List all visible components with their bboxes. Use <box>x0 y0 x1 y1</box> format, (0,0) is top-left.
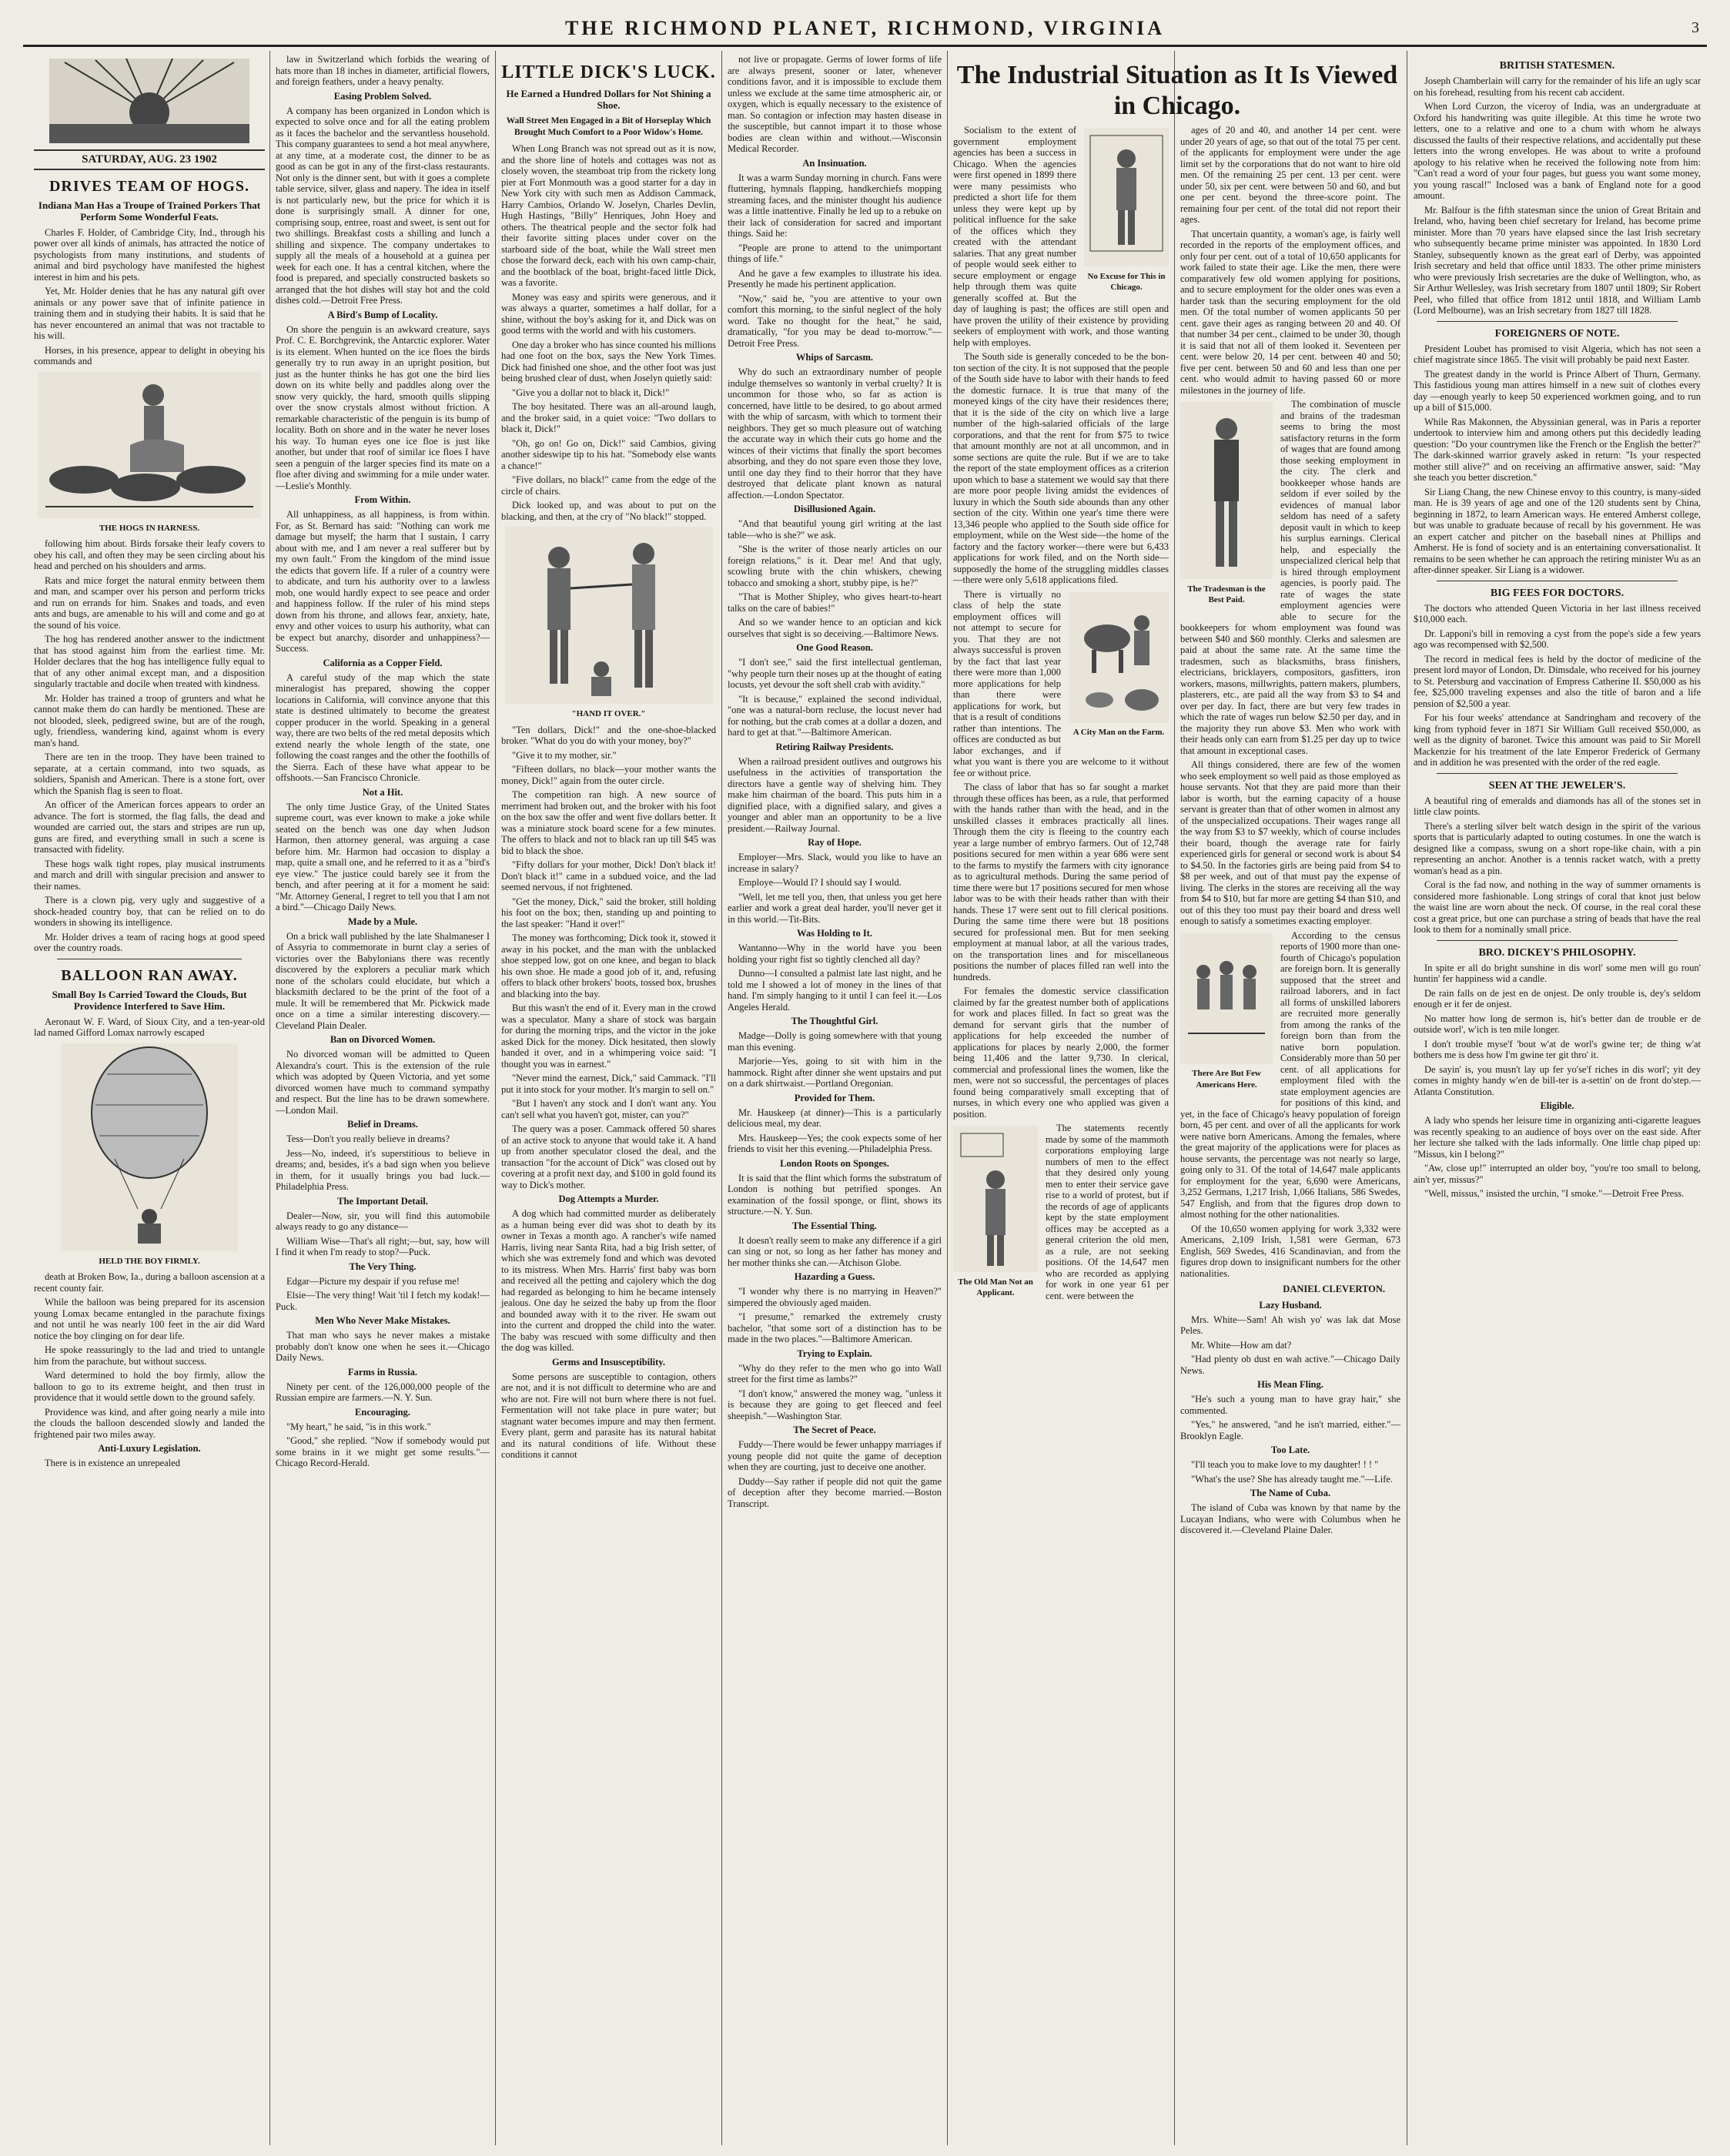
column-rule <box>1174 51 1175 2145</box>
paragraph: Marjorie—Yes, going to sit with him in the hammock. Right after dinner she went upstairs and put on a dark shirtwaist.—Portland Oregonian. <box>728 1056 942 1089</box>
paragraph: It is said that the flint which forms the substratum of London is nothing but petrified sponges. An examination of the fossil sponge, or flint, shows its structure.—N. Y. Sun. <box>728 1172 942 1217</box>
paragraph: Rats and mice forget the natural enmity between them and man, and scamper over his person and perform tricks and run on errands for him. Snakes and toads, and even ants and bugs, are amenable to his will and come and go at the sound of his voice. <box>34 574 265 631</box>
paragraph: And he gave a few examples to illustrate his idea. Presently he made his pertinent application. <box>728 267 942 290</box>
paragraph: A lady who spends her leisure time in organizing anti-cigarette leagues was recently speaking to an audience of boys over on the east side. After her lecture she talked with the lads informally. One little chap piped up: "Missus, kin I belong?" <box>1414 1115 1701 1160</box>
paragraph: Horses, in his presence, appear to delight in obeying his commands and <box>34 344 265 367</box>
column-1 <box>29 54 269 2141</box>
paragraph: "Give you a dollar not to black it, Dick!" <box>512 387 670 398</box>
section-heading: Dog Attempts a Murder. <box>558 1194 659 1204</box>
paragraph: These hogs walk tight ropes, play musical instruments and march and drill with singular precision and answer to their names. <box>34 858 265 892</box>
headline: FOREIGNERS OF NOTE. <box>1494 327 1620 340</box>
column-rule <box>495 51 496 2145</box>
paragraph: The only time Justice Gray, of the United States supreme court, was ever known to make a joke while seated on the bench was one day when Judson Harmon, then attorney general, was arguing a case before him. Mr. Harmon had occasion to display a map, quite a small one, and he referred to it as a "bird's eye view." The justice could barely see it from the bench, and after peering at it for a moment he said: "Mr. Attorney General, I regret to tell you that I am not a bird."—Chicago Daily News. <box>276 801 490 912</box>
paragraph: ages of 20 and 40, and another 14 per cent. were under 20 years of age, so that out of the total 75 per cent. of the applicants for employment were under the age limit set by the corporations that do not want to hire old men. Of the remaining 25 per cent. 13 per cent. were under 50, six per cent. were between 50 and 60, and but one per cent. beyond the three-score point. The remaining four per cent. of the total did not report their ages. <box>1180 125 1400 225</box>
paragraph: "Had plenty ob dust en wah active."—Chicago Daily News. <box>1180 1354 1400 1376</box>
paragraph: All unhappiness, as all happiness, is from within. For, as St. Bernard has said: "Nothing can work me damage but myself; the harm that I sustain, I carry about with me, and I am never a real sufferer but by my own fault." From the kingdom of the mind issue the edicts that govern life. If a ruler of a country were to abdicate, and turn his authority over to a lawless mob, one would hardly expect to see peace and order and happiness follow. If the ruler of his mind steps down from his throne, and allows fear, anxiety, hate, envy and other voices to usurp his authority, what can be expect but anarchy, disorder and unhappiness?—Success. <box>276 509 490 654</box>
hand-it-over-illustration <box>505 527 713 704</box>
paragraph: "People are prone to attend to the unimportant things of life." <box>728 242 942 264</box>
column-7 <box>1409 54 1705 2141</box>
paragraph: For females the domestic service classification claimed by far the greatest number both of applications for work and places filled. In fact so great was the demand for servant girls that the number of applications for help exceeded the number of applications for places by nearly 2,000, the former being 11,406 and the latter 9,730. In clerical, commercial and professional lines the women, like the men, were not so successful, the percentages of places found being comparatively small excepting that of nurses, in which every one who applied was given a position. <box>953 986 1169 1120</box>
paragraph: death at Broken Bow, Ia., during a balloon ascension at a recent county fair. <box>34 1271 265 1294</box>
illustration-inset <box>1084 128 1169 298</box>
paragraph: "I presume," remarked the extremely crusty bachelor, "that some sort of a distinction has to be made in the two places."—Baltimore American. <box>728 1311 942 1344</box>
paragraph: "And that beautiful young girl writing at the last table—who is she?" we ask. <box>728 518 942 541</box>
paragraph: Mr. Hauskeep (at dinner)—This is a particularly delicious meal, my dear. <box>728 1106 942 1129</box>
paragraph: Ninety per cent. of the 126,000,000 people of the Russian empire are farmers.—N. Y. Sun. <box>276 1381 490 1403</box>
illustration-inset <box>1069 592 1169 743</box>
illustration-caption: "HAND IT OVER." <box>571 709 646 718</box>
divider <box>1437 773 1678 774</box>
paragraph: The record in medical fees is held by the doctor of medicine of the present lord mayor of London, Dr. Dimsdale, who received for his journey to St. Petersburg and vaccination of Empress Catherine II. $50,000 as his fee, $25,000 traveling expenses and also the title of baron and a life pension of $2,500 a year. <box>1414 653 1701 709</box>
paragraph: "She is the writer of those nearly articles on our foreign relations," is it. Dear me! And that ugly, scowling brute with the chin whiskers, chewing tobacco and smoking a short, stubby pipe, is he?" <box>728 544 942 588</box>
paragraph: While Ras Makonnen, the Abyssinian general, was in Paris a reporter undertook to interview him and among others put this decidedly leading question: "Do your countrymen like the French or the English the better?" The dark-skinned warrior gravely asked in return: "Is your respected mother still alive?" and on receiving an affirmative answer, said: "May she teach you better discretion." <box>1414 416 1701 483</box>
section-heading: Anti-Luxury Legislation. <box>98 1443 201 1454</box>
paragraph: "Fifteen dollars, no black—your mother wants the money, Dick!" again from the outer circle. <box>501 764 716 786</box>
illustration-caption: No Excuse for This in Chicago. <box>1087 271 1166 292</box>
paragraph: The competition ran high. A new source of merriment had broken out, and the broker with his foot on the box saw the offer and went five dollars better. It was a miniature stock board scene for a few minutes. The offers to black and not to black ran up till $45 was bid to black the shoe. <box>501 789 716 856</box>
paragraph: "I'll teach you to make love to my daughter! ! ! " <box>1191 1459 1379 1470</box>
paragraph: The boy hesitated. There was an all-around laugh, and the broker said, in a quiet voice: "Two dollars to black it, Dick!" <box>501 401 716 434</box>
subheadline: He Earned a Hundred Dollars for Not Shining a Shoe. <box>506 88 711 111</box>
section-heading: California as a Copper Field. <box>323 657 443 668</box>
paragraph: "Now," said he, "you are attentive to your own comfort this morning, to the sinful neglect of the holy word. Take no thought for the heat," he said, dramatically, "for you may be dead to-morrow."—Detroit Free Press. <box>728 293 942 349</box>
paragraph: Mr. White—How am dat? <box>1191 1339 1292 1351</box>
paragraph: The hog has rendered another answer to the indictment that has stood against him from the earliest time. Mr. Holder declares that the hog has intelligence fully equal to that of any other animal except man, and a disposition singularly tractable and docile when treated with kindness. <box>34 634 265 689</box>
paragraph: Mrs. Hauskeep—Yes; the cook expects some of her friends to visit her this evening.—Philadelphia Press. <box>728 1132 942 1154</box>
section-heading: The Important Detail. <box>337 1195 428 1207</box>
old-man-illustration <box>953 1126 1038 1272</box>
no-excuse-illustration <box>1084 128 1169 266</box>
paragraph: The South side is generally conceded to be the bon-ton section of the city. It is not supposed that the people of the South side have to labor with their hands to feed the domestic furnace. It is true that many of the moneyed kings of the city have their residences there; that it is the side of the city on which live a large number of the high-salaried officials of the large corporations, and that the rent for from $75 to twice that amount monthly are not at all uncommon, and in some sections are quite the rule. But if we are to take the report of the state employment offices as a criterion upon which to base a statement we would say that there are more poor people living amidst the evidences of luxury in which the South side abounds than any other section of the city. Within one year's time there were 13,346 people who applied to the South side office for employment, while on the West side—the home of the factory and the factory worker—there were but 6,433 applications for work filed, and on the North side—supposedly the home of the struggling middles classes—there were only 5,618 applications filed. <box>953 351 1169 585</box>
paragraph: "Well, missus," insisted the urchin, "I smoke."—Detroit Free Press. <box>1424 1188 1685 1199</box>
column-3 <box>497 54 721 2141</box>
subheadline: Small Boy Is Carried Toward the Clouds, But Providence Interfered to Save Him. <box>52 988 247 1012</box>
paragraph: There is a clown pig, very ugly and suggestive of a shock-headed country boy, that can be relied on to do wonders in showing its intelligence. <box>34 895 265 928</box>
paragraph: Providence was kind, and after going nearly a mile into the clouds the balloon descended slowly and landed the frightened pair two miles away. <box>34 1406 265 1440</box>
byline: DANIEL CLEVERTON. <box>1283 1284 1385 1294</box>
paragraph: In spite er all do bright sunshine in dis worl' some men will go roun' huntin' fer happiness wid a candle. <box>1414 962 1701 984</box>
paragraph: law in Switzerland which forbids the wearing of hats more than 18 inches in diameter, artificial flowers, and foreign feathers, under a heavy penalty. <box>276 54 490 87</box>
section-heading: Retiring Railway Presidents. <box>775 741 894 752</box>
section-heading: One Good Reason. <box>796 642 873 653</box>
paragraph: For his four weeks' attendance at Sandringham and recovery of the king from typhoid fever in 1871 Sir William Gull received $50,000, as well as the dignity of baronet. Twice this amount was paid to Sir Morell Mackenzie for his treatment of the late Emperor Frederick of Germany and in addition he was presented with the order of the red eagle. <box>1414 712 1701 768</box>
paragraph: There's a sterling silver belt watch design in the spirit of the various sports that is particularly adapted to outing costumes. In one the watch is designed like a compass, swung on a short rope-like chain, with a pin representing an anchor. Another is a tennis racket watch, with a pretty woman's head as a pin. <box>1414 820 1701 876</box>
section-heading: Lazy Husband. <box>1259 1299 1322 1311</box>
divider <box>1437 940 1678 941</box>
dateline: SATURDAY, AUG. 23 1902 <box>34 149 265 170</box>
paragraph: Money was easy and spirits were generous, and it was always a quarter, sometimes a half dollar, for a shine, without the boy's asking for it, and Dick was on good terms with the world and with his customers. <box>501 291 716 336</box>
paragraph: Socialism to the extent of government employment agencies has been a success in Chicago. When the agencies were first opened in 1899 there were many pessimists who predicted a short life for them unless they were kept up by political influence for the sake of the offices which they created with the attendant salaries. That any great number of people would seek either to secure employment or engage help through them was quite generally scoffed at. But the day of laughing is past; the offices are still open and have proven the utility of their existence by providing seekers of employment with work, and those wanting help with employes. <box>953 125 1169 348</box>
paragraph: Coral is the fad now, and nothing in the way of summer ornaments is considered more fashionable. Long strings of coral that knot just below the waist line are worn about the neck. Of course, in the real coral these cost a great price, but one can purchase a string of beads that have the real look to them for a nominally small price. <box>1414 879 1701 935</box>
paragraph: Aeronaut W. F. Ward, of Sioux City, and a ten-year-old lad named Gifford Lomax narrowly escaped <box>34 1016 265 1038</box>
paragraph: "Fifty dollars for your mother, Dick! Don't black it! Don't black it!" came in a subdued voice, and the lad seemed nervous, if not frightened. <box>501 859 716 892</box>
paragraph: Mr. Balfour is the fifth statesman since the union of Great Britain and Ireland, who, having been chief secretary for Ireland, has become prime minister. More than 70 years have elapsed since the last Irish secretary who subsequently became prime minister was appointed. In 1830 Lord Stanley, subsequently known as the great earl of Derby, was appointed Irish secretary and held that office until 1833. The other prime ministers who were previously Irish secretaries are the duke of Wellington, who, as Sir Arthur Wellesley, was Irish secretary from 1807 until 1809; Sir Robert Peel, who filled that office from 1812 until 1818, and William Lamb (Lord Melbourne), was an Irish secretary from 1827 till 1828. <box>1414 204 1701 316</box>
paragraph: There are ten in the troop. They have been trained to separate, at a certain command, into two squads, as soldiers, Spanish and American. There is a stone fort, over which the Spanish flag is seen to float. <box>34 752 265 796</box>
column-rule <box>947 51 948 2145</box>
section-heading: His Mean Fling. <box>1257 1379 1323 1390</box>
illustration-caption: HELD THE BOY FIRMLY. <box>99 1256 200 1266</box>
column-6 <box>1176 125 1405 2142</box>
headline: DRIVES TEAM OF HOGS. <box>49 177 250 195</box>
section-heading: Farms in Russia. <box>348 1366 417 1378</box>
paragraph: Some persons are susceptible to contagion, others are not, and it is not difficult to determine who are and who are not. Fire will not burn where there is not fuel. Fermentation will not take place in pure water; but stagnant water becomes impure and may then ferment. Every plant, germ and parasite has its natural habitat and its natural conditions of life. Without these conditions it cannot <box>501 1371 716 1460</box>
section-heading: Made by a Mule. <box>347 916 418 927</box>
paragraph: "Get the money, Dick," said the broker, still holding his foot on the box; then, standing up and pointing to the last speaker: "Hand it over!" <box>501 896 716 929</box>
paragraph: A dog which had committed murder as deliberately as a human being ever did was shot to death by its owner in Texas a month ago. A rancher's wife named Harris, living near Santa Rita, had a big Irish setter, of which she was extremely fond and which was devoted to its mistress. When Mrs. Harris' first baby was born and received all the petting and cajolery which the dog had regarded as belonging to him he became intensely jealous. One day he seized the baby up from the floor and bounded away with it to the river. He swam out into the current and dropped the child into the water. The baby was rescued with some difficulty and then the dog was killed. <box>501 1208 716 1353</box>
section-heading: A Bird's Bump of Locality. <box>327 309 438 320</box>
hogs-in-harness-illustration <box>38 372 261 518</box>
paragraph: "What's the use? She has already taught me."—Life. <box>1191 1473 1394 1485</box>
tradesman-illustration <box>1180 402 1273 579</box>
paragraph: That uncertain quantity, a woman's age, is fairly well recorded in the reports of the employment offices, and only four per cent. out of a total of 10,650 applicants for work failed to state their age. Like the men, there were comparatively few old women applying for positions, and to secure employment for the older ones was even a harder task than the securing employment for the old men. Of the total number of women applicants 50 per cent. gave their ages as ranging between 20 and 40. Of that number 34 per cent., claimed to be under 30, though it is said that not all of them looked it. Seventeen per cent. were below 20, 14 per cent. between 40 and 50; five per cent. between 50 and 60 and less than one per cent. who would admit to having passed 60 or more milestones in the journey of life. <box>1180 228 1400 396</box>
paragraph: Mr. Holder drives a team of racing hogs at good speed over the country roads. <box>34 931 265 953</box>
illustration-caption: The Tradesman is the Best Paid. <box>1187 584 1266 604</box>
paragraph: "I wonder why there is no marrying in Heaven?" simpered the obviously aged maiden. <box>728 1286 942 1308</box>
paragraph: "But I haven't any stock and I don't want any. You can't sell what you haven't got, mister, can you?" <box>501 1098 716 1120</box>
section-heading: Hazarding a Guess. <box>794 1271 875 1282</box>
paragraph: "Ten dollars, Dick!" and the one-shoe-blacked broker. "What do you do with your money, boy?" <box>501 724 716 746</box>
section-heading: Encouraging. <box>355 1406 410 1418</box>
section-heading: Easing Problem Solved. <box>333 90 432 102</box>
paragraph: While the balloon was being prepared for its ascension young Lomax became entangled in the parachute fixings and not until he was nearly 100 feet in the air did Ward notice the boy clinging on for dear life. <box>34 1297 265 1341</box>
section-heading: Disillusioned Again. <box>793 504 876 514</box>
column-5 <box>949 125 1173 2142</box>
paragraph: The combination of muscle and brains of the tradesman seems to bring the most satisfactory returns in the form of wages that are found among those seeking employment in the city. The clerk and bookkeeper whose hands are seldom if ever soiled by the evidences of manual labor seldom has need of a safety deposit vault in which to keep his surplus earnings. Clerical help, and especially the unspecialized clerical help that is hired through employment agencies, is poorly paid. The rate of wages the state employment agencies were able to secure for the bookkeepers for whom employment was found was between $40 and $60 monthly. Clerks and salesmen are paid at about the same rate. At the same time the tradesmen, such as blacksmiths, brass finishers, electricians, bricklayers, compositors, gasfitters, iron workers, masons, millwrights, pattern makers, plumbers, plasterers, etc., are paid all the way from $3 to $4 and over per day. In fact, there are but very few trades in which the rate of wages run below $2.50 per day, and in the majority they run above $3. Men who work with their heads only can earn from $1.25 per day up to twice that amount in exceptional cases. <box>1180 399 1400 756</box>
balloon-illustration <box>61 1043 238 1251</box>
paragraph: Madge—Dolly is going somewhere with that young man this evening. <box>728 1030 942 1053</box>
illustration-caption: There Are But Few Americans Here. <box>1192 1069 1261 1090</box>
paragraph: The island of Cuba was known by that name by the Lucayan Indians, who were with Columbus when he discovered it.—Cleveland Plaine Daler. <box>1180 1502 1400 1535</box>
paragraph: Joseph Chamberlain will carry for the remainder of his life an ugly scar on his forehead, resulting from his recent cab accident. <box>1414 75 1701 98</box>
headline: SEEN AT THE JEWELER'S. <box>1488 779 1626 792</box>
paragraph: The doctors who attended Queen Victoria in her last illness received $10,000 each. <box>1414 602 1701 624</box>
paragraph: Dunno—I consulted a palmist late last night, and he told me I showed a lot of money in the lines of that hand. I'm simply hanging to it until I can feel it.—Los Angeles Herald. <box>728 968 942 1013</box>
paragraph: William Wise—That's all right;—but, say, how will I find it when I'm ready to stop?—Puck. <box>276 1235 490 1257</box>
paragraph: When a railroad president outlives and outgrows his usefulness in the activities of transportation the directors have a gentle way of shelving him. They make him chairman of the board. This puts him in a dignified place, with a dignified salary, and gives a younger and abler man an opportunity to be a live president.—Railway Journal. <box>728 755 942 834</box>
paragraph: Duddy—Say rather if people did not quit the game of deception after they become married.—Boston Transcript. <box>728 1475 942 1509</box>
paragraph: Jess—No, indeed, it's superstitious to believe in dreams; and, besides, it's a bad sign when you believe in them, for it usually brings you bad luck.—Philadelphia Press. <box>276 1147 490 1192</box>
section-heading: Ray of Hope. <box>808 837 862 848</box>
subheadline: Wall Street Men Engaged in a Bit of Horseplay Which Brought Much Comfort to a Poor Widow's Home. <box>506 116 711 137</box>
section-heading: The Secret of Peace. <box>793 1424 876 1435</box>
paragraph: He spoke reassuringly to the lad and tried to untangle him from the parachute, but without success. <box>34 1344 265 1367</box>
paragraph: Wantanno—Why in the world have you been holding your right fist so tightly clenched all day? <box>728 942 942 965</box>
section-heading: Was Holding to It. <box>797 928 872 939</box>
column-rule <box>721 51 722 2145</box>
section-heading: The Thoughtful Girl. <box>791 1016 878 1026</box>
paragraph: No matter how long de sermon is, hit's better dan de trouble er de outside worl', w'ich is ten mile longer. <box>1414 1013 1701 1035</box>
section-heading: The Very Thing. <box>349 1260 417 1272</box>
paragraph: "Give it to my mother, sir." <box>512 749 617 761</box>
section-heading: Trying to Explain. <box>797 1348 872 1359</box>
section-heading: Ban on Divorced Women. <box>330 1034 436 1045</box>
paragraph: No divorced woman will be admitted to Queen Alexandra's court. This is the extension of the rule which was adopted by Queen Victoria, and yet some divorced women have much to command sympathy and respect. But the line has to be drawn somewhere.—London Mail. <box>276 1049 490 1116</box>
column-rule <box>269 51 270 2145</box>
masthead-sunburst-logo <box>49 59 249 143</box>
paragraph: When Lord Curzon, the viceroy of India, was an undergraduate at Oxford his handwriting was quite illegible. At this time he wrote two letters, one to a relative and one to a chum with whom he always discussed the faults of their respective relations, and accidentally put these letters into the wrong envelopes. He was about to write a profound apology to his relative when he received the following note from him: "Can't read a word of your four pages, but guess you want some money, you young rascal!" Inclosed was a bank of England note for a good amount. <box>1414 101 1701 201</box>
paragraph: Of the 10,650 women applying for work 3,332 were Americans, 2,109 Irish, 1,581 were German, 673 English, 569 Swedes, 416 Scandinavian, and from the figures drop down to insignificant numbers for the other nationalities. <box>1180 1223 1400 1279</box>
column-2 <box>271 54 494 2141</box>
paragraph: "Well, let me tell you, then, that unless you get here earlier and work a great deal harder, you'll never get it in this world.—Tit-Bits. <box>728 891 942 925</box>
paragraph: "Yes," he answered, "and he isn't married, either."—Brooklyn Eagle. <box>1180 1419 1400 1441</box>
paragraph: On shore the penguin is an awkward creature, says Prof. C. E. Borchgrevink, the Antarctic explorer. Water is its element. When hunted on the ice floes the birds generally try to run away in an upright position, but just as the hunter thinks he has got one the bird lies down on its white belly and paddles along over the snow very quickly, the hard, smooth quills slipping over the snow crystals almost without friction. A remarkable characteristic of the penguin is its bump of locality. Both on shore and in the water he never loses his way. To human eyes one ice floe is just like another, but under that roof of similar ice floes I have seen a penguin of the larger species find its mate on a floe after diving and swimming for a mile under water.—Leslie's Monthly. <box>276 323 490 491</box>
paragraph: Yet, Mr. Holder denies that he has any natural gift over animals or any power save that of infinite patience in training them and in studying their habits. It is said that he has never encountered an animal that was not tractable to his will. <box>34 286 265 341</box>
paragraph: "Never mind the earnest, Dick," said Cammack. "I'll put it into stock for your mother. It's margin to sell on." <box>501 1073 716 1095</box>
section-heading: The Essential Thing. <box>792 1220 877 1231</box>
paragraph: Dick looked up, and was about to put on the blacking, and then, at the cry of "No black!" stopped. <box>501 500 716 522</box>
paragraph: Charles F. Holder, of Cambridge City, Ind., through his power over all kinds of animals, has attracted the notice of psychologists from many institutions, and students of animal and bird psychology have manifested the highest interest in him and his pets. <box>34 226 265 283</box>
headline: BIG FEES FOR DOCTORS. <box>1490 587 1625 599</box>
illustration-caption: THE HOGS IN HARNESS. <box>99 523 200 533</box>
paragraph: Dealer—Now, sir, you will find this automobile always ready to go any distance— <box>276 1210 490 1232</box>
paragraph: Mrs. White—Sam! Ah wish yo' was lak dat Mose Peles. <box>1180 1314 1400 1336</box>
paragraph: Dr. Lapponi's bill in removing a cyst from the pope's side a few years ago was recompensed with $2,500. <box>1414 628 1701 650</box>
paragraph: One day a broker who has since counted his millions had one foot on the box, says the New York Times. Dick had finished one shoe, and the other foot was just being brushed clear of dust, when Joselyn quietly said: <box>501 339 716 383</box>
newspaper-title: THE RICHMOND PLANET, RICHMOND, VIRGINIA <box>564 17 1166 39</box>
paragraph: The statements recently made by some of the mammoth corporations employing large numbers of men to the effect that they desired only young men to enter their service gave rise to a world of protest, but if the records of age of applicants kept by the state employment offices may be accepted as a general criterion the old men, as a rule, are not seeking positions. Of the 14,647 men who are recorded as applying for work in one year 61 per cent. were between the <box>1046 1123 1169 1301</box>
paragraph: And so we wander hence to an optician and kick ourselves that sight is so deceiving.—Baltimore News. <box>728 617 942 639</box>
paragraph: Sir Liang Chang, the new Chinese envoy to this country, is many-sided man. He is 39 years of age and one of the 120 students sent by China, beginning in 1872, to learn American ways. He entered Amherst college, but was unable to graduate because of recall by his government. He was an expert catcher and pitcher on the baseball nines at Phillips and Amherst. He is fond of society and is an entertaining conversationalist. It remains to be seen whether he can approach the retiring minister Wu as an after-dinner speaker. Sir Liang is a widower. <box>1414 486 1701 575</box>
paragraph: It was a warm Sunday morning in church. Fans were fluttering, hymnals flapping, handkerchiefs mopping streaming faces, and the minister thought his audience was a little inattentive. Finally he led up to a rebuke on their lack of consideration for sacred and important things. Said he: <box>728 172 942 239</box>
paragraph: Fuddy—There would be fewer unhappy marriages if young people did not quite the game of deception when they are courting, just to deceive one another. <box>728 1439 942 1472</box>
section-heading: From Within. <box>354 494 411 505</box>
section-heading: The Name of Cuba. <box>1250 1488 1331 1498</box>
paragraph: The money was forthcoming; Dick took it, stowed it away in his pocket, and the man with the unblacked shoe stepped low, got on one knee, and began to black his own shoe. He made a good job of it, and, refusing offers to black other brokers' boots, tossed box, brushes and blacking into the bay. <box>501 932 716 999</box>
paragraph: Employer—Mrs. Slack, would you like to have an increase in salary? <box>728 852 942 874</box>
paragraph: following him about. Birds forsake their leafy covers to obey his call, and often they may be seen circling about his head and perched on his shoulders and arms. <box>34 538 265 571</box>
section-heading: Eligible. <box>1540 1100 1574 1111</box>
section-heading: Germs and Insusceptibility. <box>552 1356 665 1368</box>
paragraph: Mr. Holder has trained a troop of grunters and what he cannot make them do can hardly be mentioned. These are not blooded, sleek, pedigreed swine, but are of the rough, ugly, friendless, wandering kind, against whom is every man's hand. <box>34 692 265 748</box>
paragraph: It doesn't really seem to make any difference if a girl can sing or not, so long as her father has money and her mother thinks she can.—Atchison Globe. <box>728 1234 942 1268</box>
paragraph: A beautiful ring of emeralds and diamonds has all of the stones set in little claw points. <box>1414 795 1701 817</box>
paragraph: There is virtually no class of help the state employment offices will not attempt to secure for you. That they are not always successful is proven by the fact that last year there were more than 1,000 more applications for help than there were applications for work, but that is a result of conditions rather than intentions. The offices are conducted as but labor exchanges, and if what you want is there you are welcome to it without fee or without price. <box>953 588 1169 778</box>
illustration-inset <box>1180 402 1273 611</box>
section-heading: Men Who Never Make Mistakes. <box>315 1315 450 1326</box>
paragraph: "It is because," explained the second individual, "one was a natural-born recluse, the locust never had for nothing, but the crab comes at a dollar a dozen, and hard to get at that."—Baltimore American. <box>728 693 942 738</box>
subheadline: Indiana Man Has a Troupe of Trained Porkers That Perform Some Wonderful Feats. <box>38 199 261 223</box>
paragraph: But this wasn't the end of it. Every man in the crowd was a speculator. Many a share of stock was bargain for during the morning trips, and the victor in the joke asked Dick for the money. Dick hesitated, then slowly handed it over, and in a whimpering voice said: "I thought you was in earnest." <box>501 1003 716 1070</box>
paragraph: That man who says he never makes a mistake probably don't know one when he sees it.—Chicago Daily News. <box>276 1330 490 1363</box>
section-heading: An Insinuation. <box>802 157 867 169</box>
paragraph: The query was a poser. Cammack offered 50 shares of an active stock to anyone that would take it. A hand up from another speculator closed the deal, and the transaction "for the account of Dick" was closed out by covering at a profit next day, and $100 in gold found its way to Dick's mother. <box>501 1123 716 1190</box>
paragraph: An officer of the American forces appears to order an advance. The fort is stormed, the flag falls, the dead and wounded are carried out, the stars and stripes are run up, guns are fired, and everything small in such a scene is transacted with fidelity. <box>34 799 265 855</box>
headline: BRITISH STATESMEN. <box>1499 60 1615 72</box>
paragraph: Ward determined to hold the boy firmly, allow the balloon to go to its extreme height, and then trust in providence that it would settle down to the ground safely. <box>34 1370 265 1403</box>
paragraph: A company has been organized in London which is expected to solve once and for all the eating problem as it faces the bachelor and the servantless household. This company guarantees to send a hot meal anywhere, at any time, at a moderate cost, the dinner to be as good as can be got in any of the first-class restaurants. Not only is the dinner sent, but with it goes a complete table service, silver, glass and napery. The idea in itself is not particularly new, but the price for which it is done is surprisingly small. A dinner for one, comprising soup, entree, roast and sweet, is sent out for two shillings. Breakfast costs a shilling and lunch a shilling and sixpence. The company undertakes to supply all the meals of a household at a guinea per week for each one. It has a central kitchen, where the food is prepared, and specially constructed baskets so arranged that the hot dishes will stay hot and the cold dishes cold.—Detroit Free Press. <box>276 105 490 306</box>
headline: BRO. DICKEY'S PHILOSOPHY. <box>1478 946 1636 959</box>
paragraph: "My heart," he said, "is in this work." <box>286 1421 431 1432</box>
paragraph: De sayin' is, you musn't lay up fer yo'se'f riches in dis worl'; yit dey comes in mighty handy w'en de bill-ter is a-settin' on de front do'step.—Atlanta Constitution. <box>1414 1063 1701 1097</box>
masthead <box>23 9 1707 47</box>
section-heading: Belief in Dreams. <box>347 1119 418 1130</box>
paragraph: The class of labor that has so far sought a market through these offices has been, as a rule, that performed with the hands rather than with the head, and in the unskilled classes it embraces practically all lines. Through them the city is fleeing to the country each year a large number of embryo farmers. Out of 12,748 positions secured for men within a year 686 were sent to the farms to mystify the farmers with city ignorance as to agricultural methods. During the same period of time there were but 17 positions secured for men whose labor was to be with their heads rather than with their hands. These 17 were sent out to fill clerical positions. During the same time there were but 18 positions secured for professional men. But for men seeking employment at manual labor, at all the various trades, on the transportation lines and for miscellaneous positions the number of places filled ran well into the hundreds. <box>953 782 1169 983</box>
section-heading: London Roots on Sponges. <box>780 1157 889 1169</box>
paragraph: Tess—Don't you really believe in dreams? <box>286 1133 450 1144</box>
illustration-caption: The Old Man Not an Applicant. <box>958 1277 1033 1297</box>
paragraph: Elsie—The very thing! Wait 'til I fetch my kodak!—Puck. <box>276 1290 490 1312</box>
paragraph: "He's such a young man to have gray hair," she commented. <box>1180 1394 1400 1416</box>
paragraph: President Loubet has promised to visit Algeria, which has not seen a chief magistrate since 1865. The visit will probably be paid next Easter. <box>1414 343 1701 365</box>
column-4 <box>723 54 946 2141</box>
page-number: 3 <box>1692 19 1699 36</box>
paragraph: The greatest dandy in the world is Prince Albert of Thurn, Germany. This fastidious young man attires himself in a new suit of clothes every day —enough yearly to keep 50 experienced workmen going, and to run up a bill of $15,000. <box>1414 368 1701 413</box>
headline: LITTLE DICK'S LUCK. <box>501 62 716 82</box>
paragraph: "I don't know," answered the money wag, "unless it is because they are going to get fleeced and feel sheepish."—Washington Star. <box>728 1388 942 1421</box>
section-heading: Provided for Them. <box>794 1092 875 1103</box>
section-heading: Too Late. <box>1270 1445 1310 1455</box>
paragraph: "Good," she replied. "Now if somebody would put some brains in it we might get some results."—Chicago Record-Herald. <box>276 1435 490 1468</box>
paragraph: "Aw, close up!" interrupted an older boy, "you're too small to belong, ain't yer, missus?" <box>1414 1163 1701 1185</box>
headline: The Industrial Situation as It Is Viewed in Chicago. <box>956 61 1398 120</box>
illustration-inset <box>1180 933 1273 1096</box>
divider <box>1437 321 1678 322</box>
paragraph: On a brick wall published by the late Shalmaneser I of Assyria to commemorate in burnt clay a series of victories over the Babylonians there was recently discovered by the explorers a peculiar mark which none of the scholars could elucidate, but which a blacksmith declared to be the print of the foot of a mule. It will be remembered that Mr. Pickwick made once on a time a similar interesting discovery.—Cleveland Plain Dealer. <box>276 930 490 1031</box>
paragraph: De rain falls on de jest en de onjest. De only trouble is, dey's seldom enough er it fer de onjest. <box>1414 987 1701 1009</box>
paragraph: All things considered, there are few of the women who seek employment so well paid as those employed as house servants. Not that they are paid more than their labor is worth, but the earning capacity of a house servant is greater than that of other women in almost any of the unspecialized occupations. Their wages range all the way from $3 to $7 weekly, which of course includes their board, though the average rate for fairly experienced girls for general or second work is about $4 to $4.50. In the factories girls are being paid from $4 to $8 per week, and out of that must pay the expense of living. The clerks in the stores are receiving all the way from $4 to $10, but far more are getting $4 than $10, and out of this they too must pay their board and dress well enough to satisfy a sometimes exacting employer. <box>1180 759 1400 926</box>
few-americans-illustration <box>1180 933 1273 1064</box>
illustration-caption: A City Man on the Farm. <box>1072 728 1165 737</box>
paragraph: not live or propagate. Germs of lower forms of life are always present, sooner or later, whenever conditions favor, and it is impossible to exclude them unless we exclude at the same time atmospheric air, or oxygen, which is equally necessary to the existence of man. So contagion or infection may hasten disease in the susceptible, but cannot impart it to those whose bodies are clean within and without.—Wisconsin Medical Recorder. <box>728 54 942 154</box>
paragraph: "Oh, go on! Go on, Dick!" said Cambios, giving another sideswipe tip to his hat. "Somebody else wants a chance!" <box>501 437 716 471</box>
section-heading: Not a Hit. <box>362 786 403 798</box>
headline: BALLOON RAN AWAY. <box>61 966 238 984</box>
paragraph: Edgar—Picture my despair if you refuse me! <box>286 1275 460 1287</box>
paragraph: "That is Mother Shipley, who gives heart-to-heart talks on the care of babies!" <box>728 591 942 614</box>
paragraph: "Five dollars, no black!" came from the edge of the circle of chairs. <box>501 474 716 497</box>
illustration-inset <box>953 1126 1038 1304</box>
paragraph: There is in existence an unrepealed <box>45 1458 180 1468</box>
paragraph: When Long Branch was not spread out as it is now, and the shore line of hotels and cottages was not as closely woven, the steamboat trip from the rickety long pier at Fort Monmouth was a good starter for a day in New York city with such men as Addison Cammack, Harry Cambios, Orlando W. Joselyn, Charles Devlin, Hugh Hastings, "Billy" Henriques, John Hoey and others. The theatrical people and the sector folk had their favorite sitting places under cover on the starboard side of the boat, while the Wall street men chose the forward deck, each with his own camp-chair, and the bootblack of the boat, bright-faced little Dick, was a favorite. <box>501 143 716 288</box>
paragraph: A careful study of the map which the state mineralogist has prepared, showing the copper locations in California, will convince anyone that this state is destined ultimately to become the greatest copper producer in the world. Speaking in a general way, there are two belts of the red metal deposits which extend nearly the whole length of the state, one following the coast ranges and the other the foothills of the Sierra. Each of these have what appear to be offshoots.—San Francisco Chronicle. <box>276 671 490 783</box>
paragraph: Employe—Would I? I should say I would. <box>738 877 902 888</box>
city-man-on-farm-illustration <box>1069 592 1169 723</box>
paragraph: According to the census reports of 1900 more than one-fourth of Chicago's population are foreign born. It is generally supposed that the street and railroad laborers, and in fact all forms of unskilled laborers are recruited more generally from among the ranks of the foreign born than from the native born population. Considerably more than 50 per cent. of all applications for employment filed with the state employment agencies are for positions of this kind, and yet, in the face of Chicago's heavy population of foreign born, 45 per cent. and over of all the applicants for work were native born Americans. Among the females, where the great majority of the applications were for places as house servants, the percentage was not nearly so large, going only to 31. Of the total of 14,647 male applicants for employment for the year, 6,690 were Americans, 3,252 Germans, 1,217 Irish, 1,066 Italians, 586 Swedes, 547 English, and from that the figures drop down to almost nothing for the other nationalities. <box>1180 929 1400 1220</box>
industrial-article-header <box>952 55 1403 129</box>
section-heading: Whips of Sarcasm. <box>795 352 874 363</box>
paragraph: "Why do they refer to the men who go into Wall street for the first time as lambs?" <box>728 1362 942 1384</box>
paragraph: "I don't see," said the first intellectual gentleman, "why people turn their noses up at the thought of eating locusts, yet devour the soft shell crab with avidity." <box>728 657 942 690</box>
paragraph: Why do such an extraordinary number of people indulge themselves so wantonly in verbal cruelty? It is uncommon for those who, so far as action is concerned, have little to be desired, to go about armed with the whip of sarcasm, with which to torment their neighbors. They get so much pleasure out of watching the accurate way in which their cuts go home and the winces of their victims that finally the sport becomes absorbing, and they do not spare even those they love, until one day they find to their horror that they have destroyed that delicate plant known as natural affection.—London Spectator. <box>728 367 942 500</box>
paragraph: I don't trouble myse'f 'bout w'at de worl's gwine ter; de thing w'at bothers me is dess how I'm gwine ter git thro' it. <box>1414 1038 1701 1060</box>
